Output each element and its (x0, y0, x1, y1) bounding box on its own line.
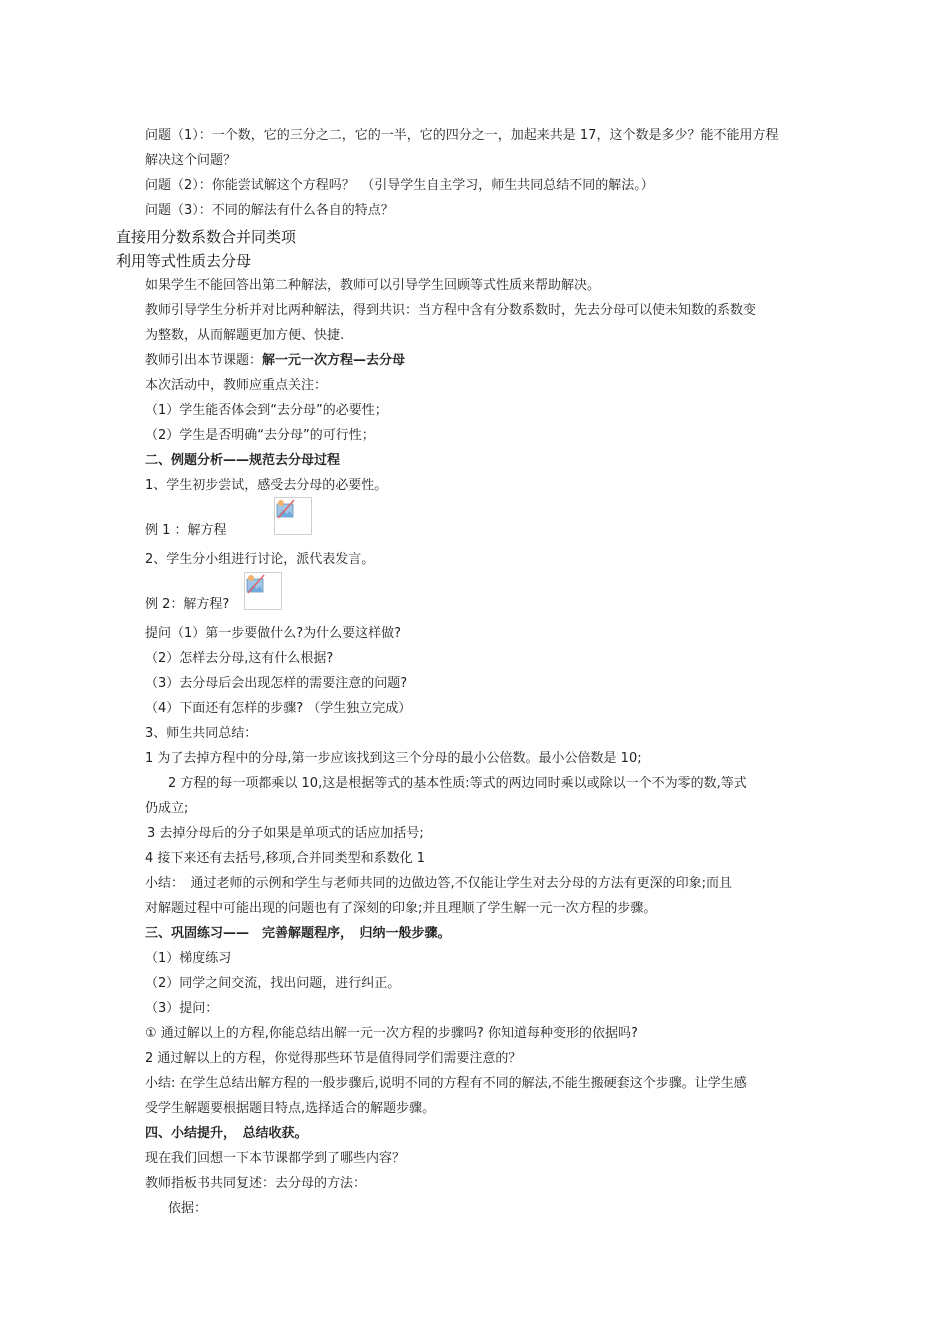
summary-1-line-1: 小结： 通过老师的示例和学生与老师共同的边做边答,不仅能让学生对去分母的方法有更深的印象;而且 (145, 876, 733, 891)
example-2-label: 例 2：解方程? (145, 597, 230, 612)
section-2-step-2: 2、学生分小组进行讨论，派代表发言。 (145, 552, 375, 567)
paragraph-focus: 本次活动中，教师应重点关注： (145, 378, 328, 393)
summary-2-line-2: 受学生解题要根据题目特点,选择适合的解题步骤。 (145, 1101, 436, 1116)
question-1-line-2: 解决这个问题？ (145, 153, 237, 168)
paragraph-topic (145, 352, 405, 370)
broken-image-icon (246, 574, 266, 594)
topic-prefix: 教师引出本节课题： (145, 353, 263, 368)
section-3-item-2: （2）同学之间交流，找出问题，进行纠正。 (145, 976, 401, 991)
question-3: 问题（3）：不同的解法有什么各自的特点？ (145, 203, 394, 218)
example-2-image (244, 572, 282, 610)
example-1-image (274, 497, 312, 535)
summary-1-line-2: 对解题过程中可能出现的问题也有了深刻的印象;并且理顺了学生解一元一次方程的步骤。 (145, 901, 657, 916)
summary-2-line-1: 小结: 在学生总结出解方程的一般步骤后,说明不同的方程有不同的解法,不能生搬硬套这个步骤。让学生感 (145, 1076, 747, 1091)
section-4-line-2: 教师指板书共同复述：去分母的方法： (145, 1176, 367, 1191)
focus-item-2: （2）学生是否明确“去分母”的可行性； (145, 428, 375, 443)
section-3-question-1: ① 通过解以上的方程,你能总结出解一元一次方程的步骤吗? 你知道每种变形的依据吗? (145, 1026, 638, 1041)
heading-method-2: 利用等式性质去分母 (116, 252, 252, 270)
section-2-step-1: 1、学生初步尝试，感受去分母的必要性。 (145, 478, 388, 493)
prompt-4: （4）下面还有怎样的步骤? （学生独立完成） (145, 701, 412, 716)
conclusion-4: 4 接下来还有去括号,移项,合并同类型和系数化 1 (145, 851, 426, 866)
section-2-step-3: 3、师生共同总结： (145, 726, 258, 741)
conclusion-3: 3 去掉分母后的分子如果是单项式的话应加括号; (147, 826, 424, 841)
paragraph-compare-line-1: 教师引导学生分析并对比两种解法，得到共识：当方程中含有分数系数时，先去分母可以使未知数的系数变 (145, 303, 757, 318)
question-1-line-1: 问题（1）：一个数，它的三分之二，它的一半，它的四分之一，加起来共是 17，这个数是多少？能不能用方程 (145, 128, 779, 143)
question-2: 问题（2）：你能尝试解这个方程吗？ （引导学生自主学习，师生共同总结不同的解法。） (145, 178, 654, 193)
section-4-line-3: 依据： (168, 1201, 208, 1216)
section-3-item-1: （1）梯度练习 (145, 951, 232, 966)
prompt-3: （3）去分母后会出现怎样的需要注意的问题? (145, 676, 408, 691)
section-3-heading: 三、巩固练习—— 完善解题程序， 归纳一般步骤。 (145, 926, 451, 941)
conclusion-2-line-2: 仍成立; (145, 801, 189, 816)
section-3-question-2: 2 通过解以上的方程，你觉得那些环节是值得同学们需要注意的？ (145, 1051, 522, 1066)
prompt-1: 提问（1）第一步要做什么?为什么要这样做? (145, 626, 402, 641)
section-3-item-3: （3）提问： (145, 1001, 219, 1016)
heading-method-1: 直接用分数系数合并同类项 (116, 228, 297, 246)
section-4-line-1: 现在我们回想一下本节课都学到了哪些内容？ (145, 1151, 406, 1166)
conclusion-2-line-1: 2 方程的每一项都乘以 10,这是根据等式的基本性质:等式的两边同时乘以或除以一个不为零的数,等式 (168, 776, 747, 791)
section-2-heading: 二、例题分析——规范去分母过程 (145, 453, 341, 468)
broken-image-icon (276, 499, 296, 519)
paragraph-compare-line-2: 为整数，从而解题更加方便、快捷. (145, 328, 345, 343)
topic-title: 解一元一次方程—去分母 (262, 353, 406, 368)
prompt-2: （2）怎样去分母,这有什么根据? (145, 651, 334, 666)
paragraph-hint: 如果学生不能回答出第二种解法，教师可以引导学生回顾等式性质来帮助解决。 (145, 278, 601, 293)
conclusion-1: 1 为了去掉方程中的分母,第一步应该找到这三个分母的最小公倍数。最小公倍数是 10; (145, 751, 642, 766)
example-1-label: 例 1 ：解方程 (145, 523, 227, 538)
focus-item-1: （1）学生能否体会到“去分母”的必要性； (145, 403, 388, 418)
section-4-heading: 四、小结提升， 总结收获。 (145, 1126, 308, 1141)
